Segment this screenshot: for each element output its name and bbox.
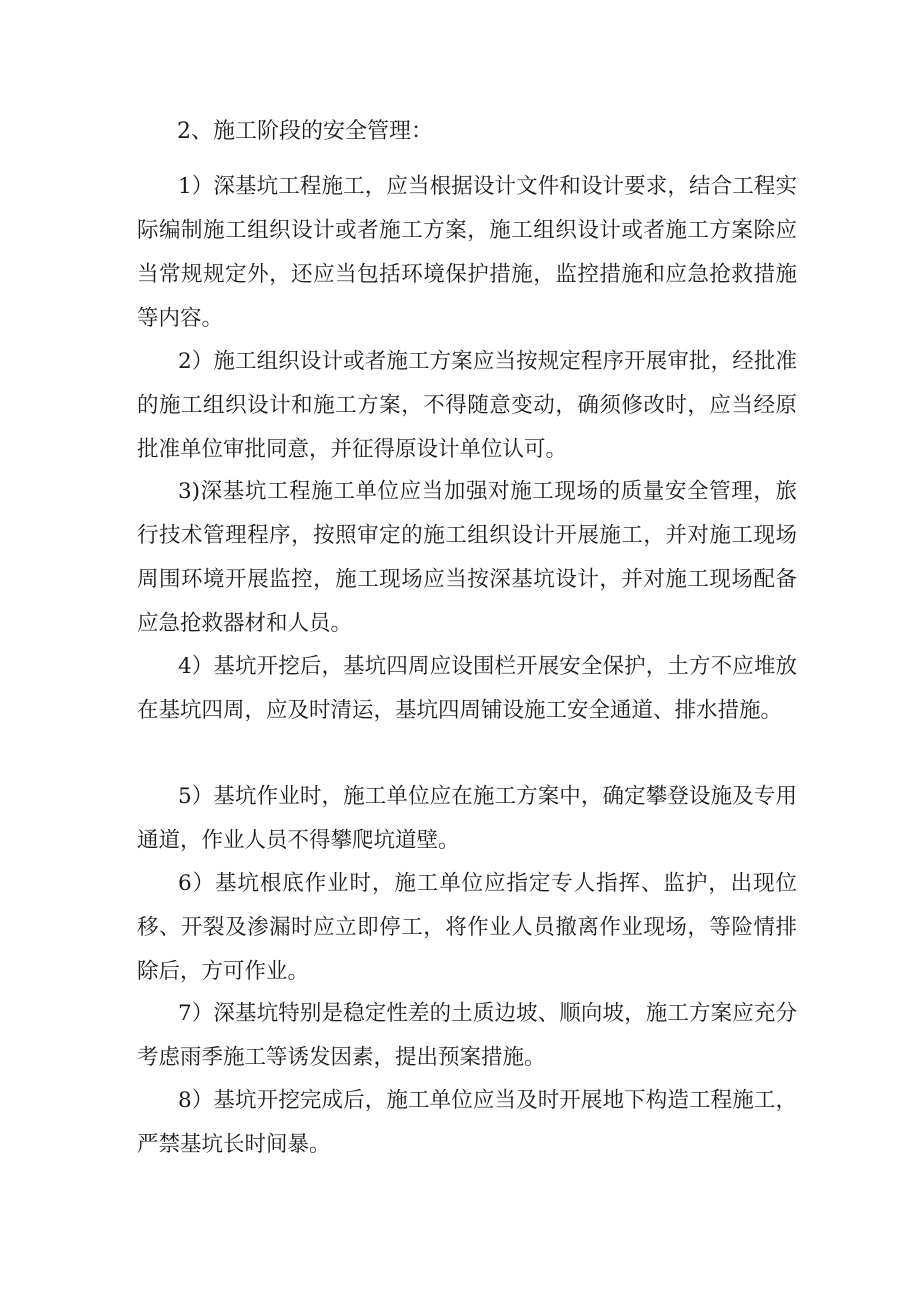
section-heading: 2、施工阶段的安全管理： [177, 119, 433, 144]
paragraph-7: 7）深基坑特别是稳定性差的土质边坡、顺向坡，施工方案应充分考虑雨季施工等诱发因素，提出预案措施。 [137, 1001, 797, 1070]
paragraph-3: 3)深基坑工程施工单位应当加强对施工现场的质量安全管理，旅行技术管理程序，按照审定的施工组织设计开展施工，并对施工现场周围环境开展监控，施工现场应当按深基坑设计，并对施工现场配备应急抢救器材和人员。 [137, 479, 797, 636]
paragraph-1: 1）深基坑工程施工，应当根据设计文件和设计要求，结合工程实际编制施工组织设计或者施工方案，施工组织设计或者施工方案除应当常规规定外，还应当包括环境保护措施，监控措施和应急抢救措施等内容。 [137, 174, 797, 331]
paragraph-6: 6）基坑根底作业时，施工单位应指定专人指挥、监护，出现位移、开裂及渗漏时应立即停工，将作业人员撤离作业现场，等险情排除后，方可作业。 [137, 871, 797, 984]
paragraph-5: 5）基坑作业时，施工单位应在施工方案中，确定攀登设施及专用通道，作业人员不得攀爬坑道壁。 [137, 784, 797, 853]
paragraph-2: 2）施工组织设计或者施工方案应当按规定程序开展审批，经批准的施工组织设计和施工方案，不得随意变动，确须修改时，应当经原批准单位审批同意，并征得原设计单位认可。 [137, 349, 797, 462]
paragraph-4: 4）基坑开挖后，基坑四周应设围栏开展安全保护，土方不应堆放在基坑四周，应及时清运，基坑四周铺设施工安全通道、排水措施。 [137, 654, 797, 723]
paragraph-8: 8）基坑开挖完成后，施工单位应当及时开展地下构造工程施工，严禁基坑长时间暴。 [137, 1088, 797, 1157]
